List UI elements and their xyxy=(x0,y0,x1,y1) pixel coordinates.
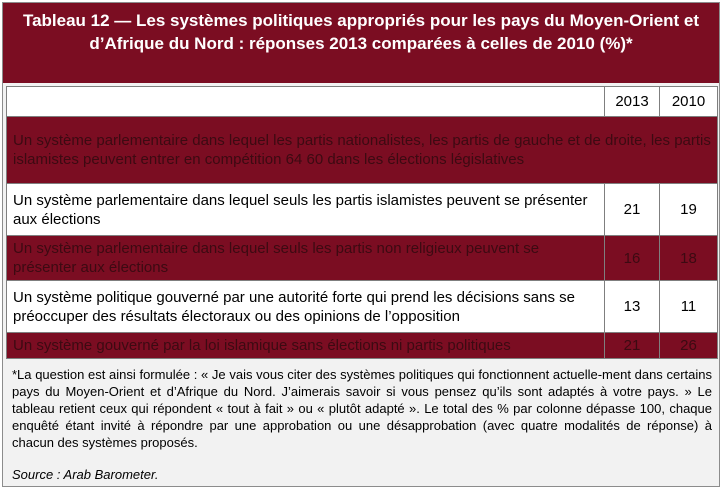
row-label-islamic-law: Un système gouverné par la loi islamique sans élections ni partis politiques xyxy=(7,333,605,359)
row-label-non-religious-only: Un système parlementaire dans lequel seuls les partis non religieux peuvent se présenter aux élections xyxy=(7,236,605,281)
table-title: Tableau 12 — Les systèmes politiques appropriés pour les pays du Moyen-Orient et d’Afrique du Nord : réponses 2013 comparées à celles de 2010 (%)* xyxy=(3,3,719,83)
header-cell-2010: 2010 xyxy=(660,87,718,117)
data-table xyxy=(6,86,718,359)
table-row xyxy=(7,184,718,236)
table-row xyxy=(7,117,718,184)
value-2013-non-religious-only: 16 xyxy=(605,236,660,281)
table-row xyxy=(7,333,718,359)
footnote: *La question est ainsi formulée : « Je vais vous citer des systèmes politiques qui fonctionnent actuelle-ment dans certains pays du Moyen-Orient et d’Afrique du Nord. J’aimerais savoir si vous pensez qu’ils sont adaptés à votre pays. » Le tableau retient ceux qui répondent « tout à fait » ou « plutôt adapté ». Le total des % par colonne dépasse 100, chaque enquêté étant invité à répondre par une approbation ou une désapprobation (avec quatre modalités de réponse) à chacun des systèmes proposés. xyxy=(12,367,712,450)
row-label-strong-authority: Un système politique gouverné par une autorité forte qui prend les décisions sans se préoccuper des résultats électoraux ou des opinions de l’opposition xyxy=(7,281,605,333)
value-2010-strong-authority: 11 xyxy=(660,281,718,333)
table-row xyxy=(7,236,718,281)
row-label-islamist-only: Un système parlementaire dans lequel seuls les partis islamistes peuvent se présenter aux élections xyxy=(7,184,605,236)
source-line: Source : Arab Barometer. xyxy=(12,467,159,482)
value-2010-islamic-law: 26 xyxy=(660,333,718,359)
row-label-multiparty xyxy=(7,117,718,184)
header-cell-2013: 2013 xyxy=(605,87,660,117)
header-cell-label xyxy=(7,87,605,117)
value-2010-non-religious-only: 18 xyxy=(660,236,718,281)
value-2010-islamist-only: 19 xyxy=(660,184,718,236)
value-2013-strong-authority: 13 xyxy=(605,281,660,333)
value-2013-islamic-law: 21 xyxy=(605,333,660,359)
table-header-row xyxy=(7,87,718,117)
table-panel xyxy=(2,2,720,487)
table-row xyxy=(7,281,718,333)
row-label-multiparty-text: Un système parlementaire dans lequel les partis nationalistes, les partis de gauche et de droite, les partis islamistes peuvent entrer en compétition 64 60 dans les élections législatives xyxy=(13,132,711,168)
value-2013-islamist-only: 21 xyxy=(605,184,660,236)
